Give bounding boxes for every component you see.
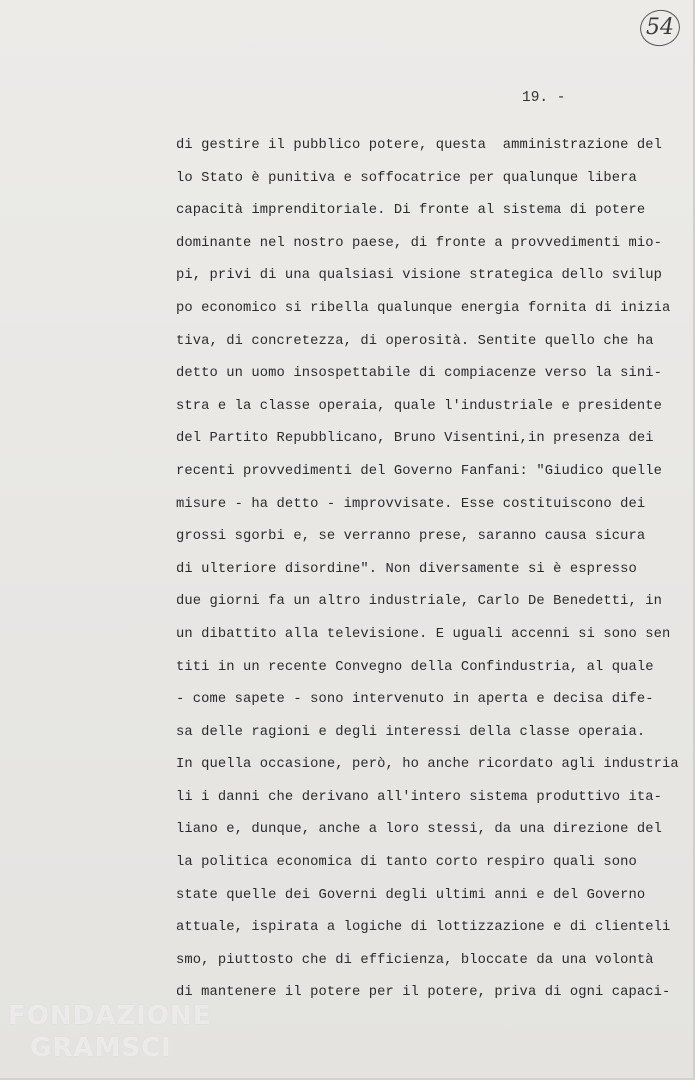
folio-stamp xyxy=(640,10,680,46)
text-line: del Partito Repubblicano, Bruno Visentini,in presenza dei xyxy=(176,431,654,447)
page-number: 19. - xyxy=(522,90,566,106)
text-line: misure - ha detto - improvvisate. Esse costituiscono dei xyxy=(176,496,646,512)
text-line: recenti provvedimenti del Governo Fanfani: "Giudico quelle xyxy=(176,463,663,479)
folio-circle xyxy=(637,6,684,50)
text-line: grossi sgorbi e, se verranno prese, saranno causa sicura xyxy=(176,529,646,545)
watermark-line-2: GRAMSCI xyxy=(30,1033,172,1063)
text-line: po economico si ribella qualunque energia fornita di inizia xyxy=(176,300,671,316)
text-line: dominante nel nostro paese, di fronte a provvedimenti mio- xyxy=(176,235,663,251)
text-line: attuale, ispirata a logiche di lottizzazione e di clienteli xyxy=(176,920,671,936)
text-line: liano e, dunque, anche a loro stessi, da una direzione del xyxy=(176,822,663,838)
text-line: sa delle ragioni e degli interessi della classe operaia. xyxy=(176,724,646,740)
text-line: smo, piuttosto che di efficienza, bloccate da una volontà xyxy=(176,952,654,968)
watermark-line-1: FONDAZIONE xyxy=(8,1001,212,1031)
text-line: di mantenere il potere per il potere, priva di ogni capaci- xyxy=(176,985,671,1001)
text-line: la politica economica di tanto corto respiro quali sono xyxy=(176,855,637,871)
text-line: di gestire il pubblico potere, questa amministrazione del xyxy=(176,138,663,153)
text-line: capacità imprenditoriale. Di fronte al sistema di potere xyxy=(176,203,646,219)
text-line: state quelle dei Governi degli ultimi anni e del Governo xyxy=(176,887,646,903)
text-line: stra e la classe operaia, quale l'industriale e presidente xyxy=(176,398,663,414)
text-line: un dibattito alla televisione. E uguali accenni si sono sen xyxy=(176,626,671,642)
folio-number: 54 xyxy=(646,15,674,40)
text-line: li i danni che derivano all'intero sistema produttivo ita- xyxy=(176,789,663,805)
text-line: - come sapete - sono intervenuto in aperta e decisa dife- xyxy=(176,692,654,708)
text-line: In quella occasione, però, ho anche ricordato agli industria xyxy=(176,757,679,773)
body-text xyxy=(176,136,679,1016)
text-line: pi, privi di una qualsiasi visione strategica dello svilup xyxy=(176,268,663,284)
text-line: tiva, di concretezza, di operosità. Sentite quello che ha xyxy=(176,333,654,349)
text-line: lo Stato è punitiva e soffocatrice per qualunque libera xyxy=(176,170,637,186)
text-line: due giorni fa un altro industriale, Carlo De Benedetti, in xyxy=(176,594,663,610)
archive-watermark xyxy=(8,1000,212,1070)
text-line: di ulteriore disordine". Non diversamente si è espresso xyxy=(176,561,637,577)
text-line: titi in un recente Convegno della Confindustria, al quale xyxy=(176,659,654,675)
text-line: detto un uomo insospettabile di compiacenze verso la sini- xyxy=(176,366,663,382)
